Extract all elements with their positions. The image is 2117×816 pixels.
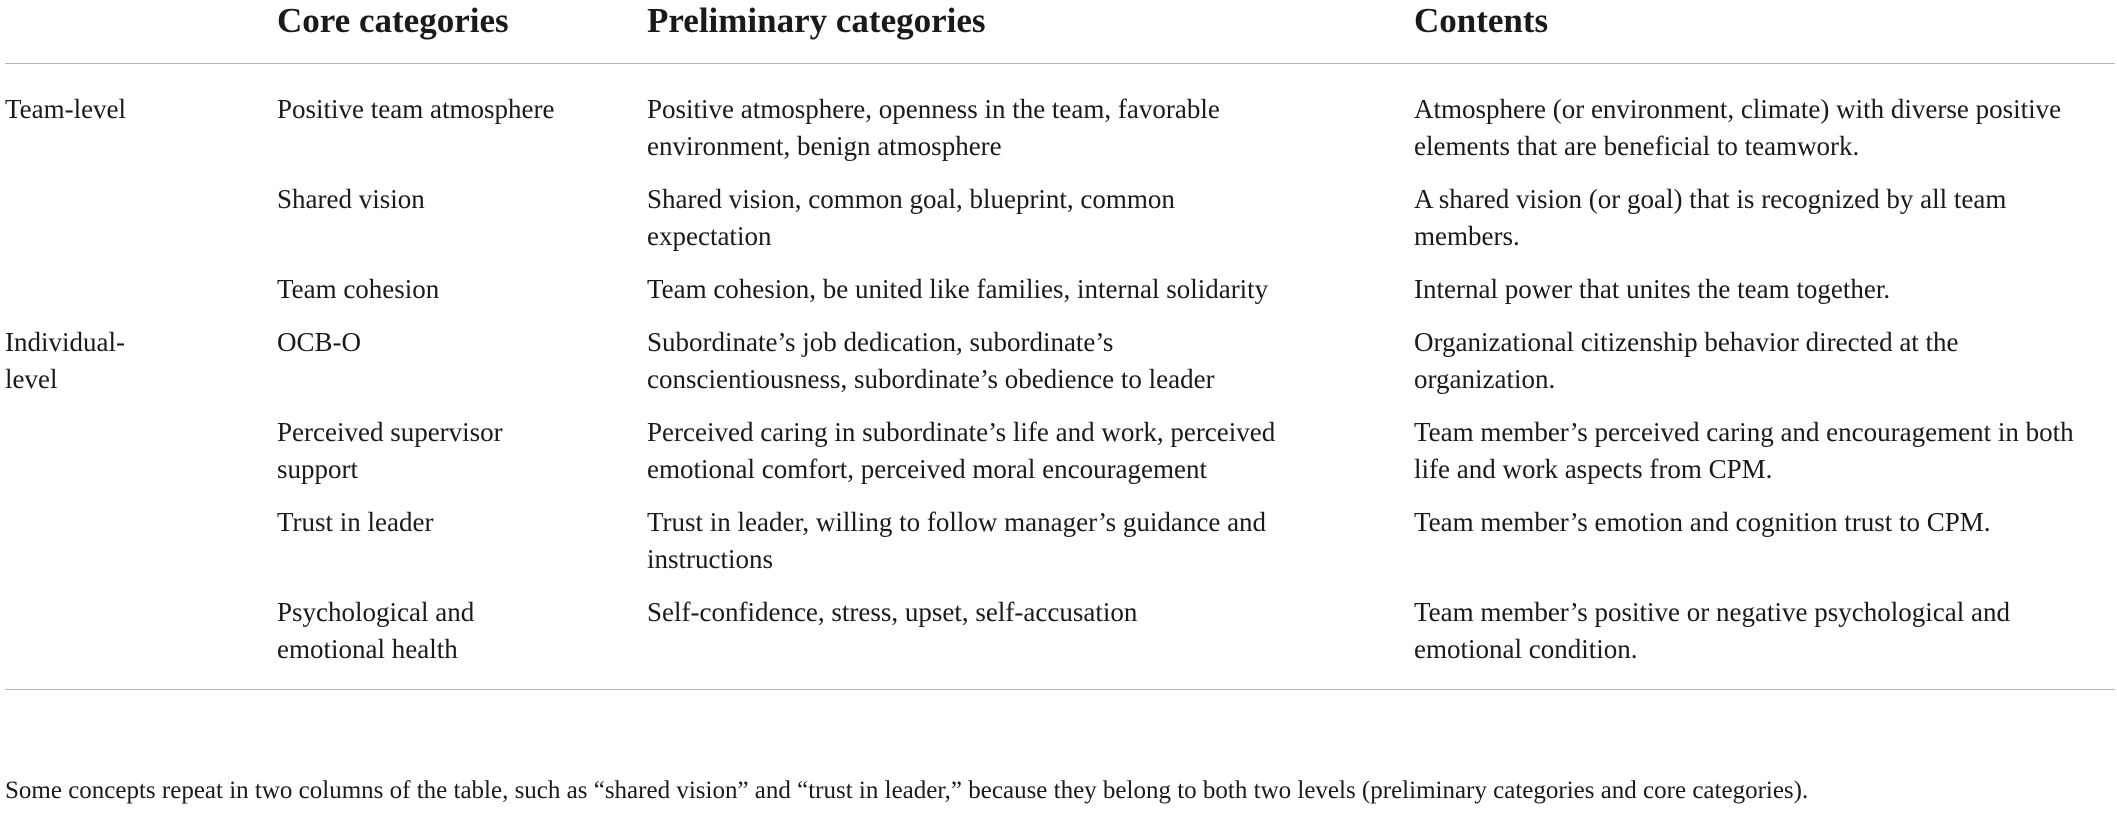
table-row [5, 414, 2115, 504]
row-contents: Team member’s positive or negative psychological and emotional condition. [1414, 597, 2010, 664]
row-preliminary-categories: Shared vision, common goal, blueprint, common expectation [647, 184, 1175, 251]
row-preliminary-categories: Subordinate’s job dedication, subordinate’s conscientiousness, subordinate’s obedience to leader [647, 327, 1215, 394]
row-preliminary-categories: Self-confidence, stress, upset, self-accusation [647, 597, 1138, 627]
table-footnote: Some concepts repeat in two columns of the table, such as “shared vision” and “trust in leader,” because they belong to both two levels (preliminary categories and core categories). [5, 777, 1809, 804]
row-contents: Atmosphere (or environment, climate) with diverse positive elements that are beneficial to teamwork. [1414, 94, 2062, 161]
table-header [5, 0, 2115, 64]
row-preliminary-categories: Trust in leader, willing to follow manager’s guidance and instructions [647, 507, 1267, 574]
table-row [5, 64, 2115, 182]
row-preliminary-categories: Team cohesion, be united like families, internal solidarity [647, 274, 1269, 304]
table-row [5, 271, 2115, 324]
table-row [5, 504, 2115, 594]
row-core-category: Shared vision [277, 184, 425, 214]
row-core-category: Positive team atmosphere [277, 94, 555, 124]
row-core-category: Perceived supervisor support [277, 417, 503, 484]
table-row [5, 181, 2115, 271]
header-contents: Contents [1414, 0, 2115, 64]
row-core-category: Trust in leader [277, 507, 434, 537]
table-body [5, 64, 2115, 690]
row-contents: Internal power that unites the team together. [1414, 274, 1891, 304]
header-preliminary-categories: Preliminary categories [647, 0, 1414, 64]
row-level: Individual-level [5, 327, 125, 394]
row-preliminary-categories: Positive atmosphere, openness in the team, favorable environment, benign atmosphere [647, 94, 1220, 161]
table-row [5, 594, 2115, 690]
categories-table [5, 0, 2115, 690]
row-preliminary-categories: Perceived caring in subordinate’s life and work, perceived emotional comfort, perceived moral encouragement [647, 417, 1276, 484]
table-row [5, 324, 2115, 414]
header-core-categories: Core categories [277, 0, 647, 64]
row-contents: A shared vision (or goal) that is recognized by all team members. [1414, 184, 2007, 251]
header-row [5, 0, 2115, 64]
row-core-category: OCB-O [277, 327, 362, 357]
row-contents: Organizational citizenship behavior directed at the organization. [1414, 327, 1959, 394]
row-core-category: Team cohesion [277, 274, 440, 304]
row-contents: Team member’s perceived caring and encouragement in both life and work aspects from CPM. [1414, 417, 2074, 484]
row-core-category: Psychological and emotional health [277, 597, 475, 664]
header-level [5, 0, 277, 64]
row-contents: Team member’s emotion and cognition trust to CPM. [1414, 507, 1991, 537]
row-level: Team-level [5, 94, 127, 124]
